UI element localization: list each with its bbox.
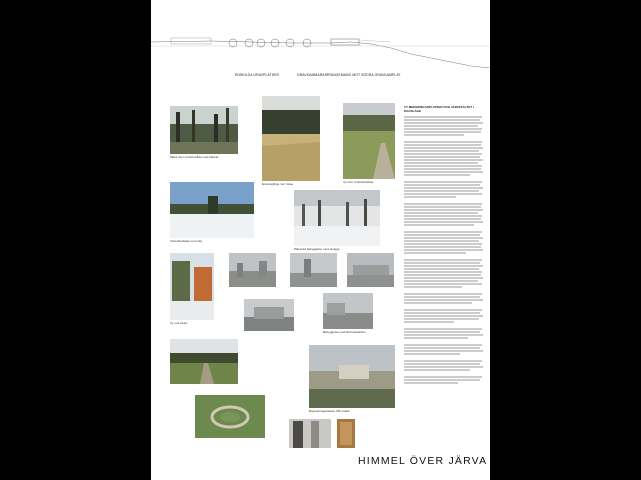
- photo-path-trees: [170, 339, 238, 384]
- caption-green-field: Vy över vinterlandskap: [343, 180, 374, 184]
- photo-facade-1: [289, 419, 331, 448]
- photo-meadow-grass: [262, 96, 320, 181]
- poster-title: HIMMEL ÖVER JÄRVA: [358, 455, 488, 467]
- photo-autumn-trees: [170, 253, 214, 320]
- photo-green-field: [343, 103, 395, 179]
- photo-city-2: [290, 253, 337, 287]
- text-heading: VY MEDBORGARPLATSEN OCH JÄRVAFÄLTET I DAGSLÄGE: [404, 105, 474, 113]
- body-text-lines: [404, 115, 484, 395]
- photo-snowy-lake: [170, 182, 254, 238]
- photo-city-1: [229, 253, 276, 287]
- photo-city-3: [347, 253, 394, 287]
- photo-snowy-trees: [294, 190, 380, 246]
- caption-autumn-trees: Vy mot söder: [170, 321, 188, 325]
- photo-cliff-village: [309, 345, 395, 408]
- photo-city-5: [323, 293, 373, 329]
- photo-facade-2: [337, 419, 355, 448]
- section-elevation-drawing: [151, 28, 490, 68]
- photo-city-4: [244, 299, 294, 331]
- section-right-label: GRAVKAMMARAIRRANGEMANG MOT SÖDRA GRAVKAMPLAT: [297, 73, 401, 77]
- section-left-label: ENSKILDA GRAVPLATSER: [235, 73, 280, 77]
- caption-meadow: Entrésigtlinje mot rösse: [262, 182, 294, 186]
- caption-city: Bebyggelse med flerbostadshus: [323, 330, 366, 334]
- caption-snowy-lake: Vinterlandskap med stig: [170, 239, 202, 243]
- caption-forest-path: Skiss över entréområde med bänkar: [170, 155, 219, 159]
- caption-snowy-trees: Planerad bebyggelse med skugga: [294, 247, 340, 251]
- text-column: [404, 106, 484, 400]
- photo-forest-path: [170, 106, 238, 154]
- caption-cliff: Begravningsplatsen från kullen: [309, 409, 351, 413]
- photo-aerial-ring: [195, 395, 265, 438]
- poster-sheet: [151, 0, 490, 480]
